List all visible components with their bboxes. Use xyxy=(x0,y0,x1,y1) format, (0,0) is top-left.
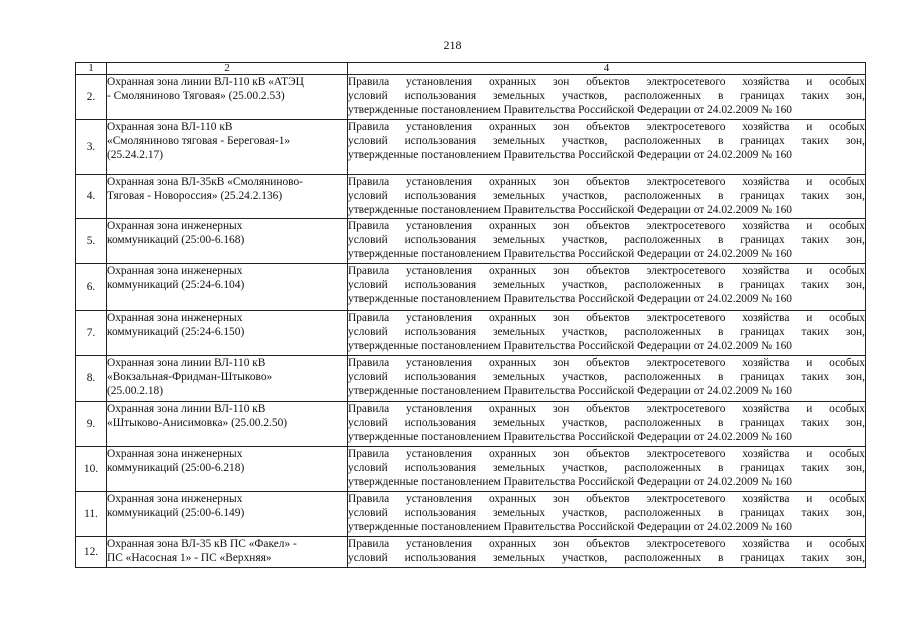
regulation-line: условий использования земельных участков, расположенных в границах таких зон, xyxy=(348,416,865,429)
table-row xyxy=(76,401,866,446)
regulation-line: условий использования земельных участков, расположенных в границах таких зон, xyxy=(348,551,865,564)
table-row xyxy=(76,263,866,310)
zone-name-cell xyxy=(107,355,348,401)
regulation-line: условий использования земельных участков, расположенных в границах таких зон, xyxy=(348,90,865,103)
table-row xyxy=(76,175,866,219)
regulation-line: Правила установления охранных зон объектов электросетевого хозяйства и особых xyxy=(348,121,865,133)
zone-name-line: «Вокзальная-Фридман-Штыково» xyxy=(107,370,273,383)
regulation-line: условий использования земельных участков, расположенных в границах таких зон, xyxy=(348,506,865,519)
zone-name-line: (25.00.2.18) xyxy=(107,385,163,398)
regulation-cell xyxy=(348,175,866,219)
regulation-line: утвержденные постановлением Правительства Российской Федерации от 24.02.2009 № 160 xyxy=(348,149,793,162)
row-number: 2. xyxy=(76,75,107,120)
regulation-line: утвержденные постановлением Правительства Российской Федерации от 24.02.2009 № 160 xyxy=(348,385,793,398)
zone-name-line: Охранная зона ВЛ-35 кВ ПС «Факел» - xyxy=(107,537,297,550)
zone-name-line: ПС «Насосная 1» - ПС «Верхняя» xyxy=(107,551,272,564)
regulation-line: Правила установления охранных зон объектов электросетевого хозяйства и особых xyxy=(348,176,865,188)
regulation-cell xyxy=(348,536,866,567)
zone-name-line: «Смоляниново тяговая - Береговая-1» xyxy=(107,135,291,148)
zone-name-cell xyxy=(107,446,348,491)
zone-name-line: Охранная зона инженерных xyxy=(107,311,243,324)
regulation-line: утвержденные постановлением Правительства Российской Федерации от 24.02.2009 № 160 xyxy=(348,521,793,534)
zone-name-line: Охранная зона линии ВЛ-110 кВ «АТЭЦ xyxy=(107,76,304,88)
table-row xyxy=(76,536,866,567)
zone-name-cell xyxy=(107,491,348,536)
regulation-line: Правила установления охранных зон объектов электросетевого хозяйства и особых xyxy=(348,537,865,550)
row-number: 3. xyxy=(76,120,107,175)
regulation-line: утвержденные постановлением Правительства Российской Федерации от 24.02.2009 № 160 xyxy=(348,476,793,489)
header-cell-4: 4 xyxy=(348,63,866,75)
zone-name-line: - Смоляниново Тяговая» (25.00.2.53) xyxy=(107,90,285,103)
table-row xyxy=(76,355,866,401)
row-number: 11. xyxy=(76,491,107,536)
zone-name-cell xyxy=(107,401,348,446)
zone-name-line: Охранная зона инженерных xyxy=(107,492,243,505)
regulation-cell xyxy=(348,120,866,175)
table-header-row xyxy=(76,63,866,75)
regulation-cell xyxy=(348,263,866,310)
zone-name-line: коммуникаций (25:00-6.168) xyxy=(107,233,245,246)
header-cell-1: 1 xyxy=(76,63,107,75)
zones-table xyxy=(75,62,866,568)
table-row xyxy=(76,310,866,355)
zone-name-line: Охранная зона линии ВЛ-110 кВ xyxy=(107,402,266,415)
zone-name-cell xyxy=(107,536,348,567)
row-number: 9. xyxy=(76,401,107,446)
zone-name-cell xyxy=(107,75,348,120)
regulation-cell xyxy=(348,355,866,401)
row-number: 10. xyxy=(76,446,107,491)
regulation-line: условий использования земельных участков, расположенных в границах таких зон, xyxy=(348,135,865,148)
regulation-line: Правила установления охранных зон объектов электросетевого хозяйства и особых xyxy=(348,356,865,369)
row-number: 6. xyxy=(76,263,107,310)
table-row xyxy=(76,120,866,175)
zone-name-line: Охранная зона инженерных xyxy=(107,264,243,277)
row-number: 5. xyxy=(76,218,107,263)
table-row xyxy=(76,491,866,536)
regulation-line: условий использования земельных участков, расположенных в границах таких зон, xyxy=(348,233,865,246)
row-number: 8. xyxy=(76,355,107,401)
zone-name-line: коммуникаций (25:24-6.150) xyxy=(107,325,245,338)
zone-name-line: «Штыково-Анисимовка» (25.00.2.50) xyxy=(107,416,288,429)
row-number: 4. xyxy=(76,175,107,219)
page-number: 218 xyxy=(443,38,462,52)
table-row xyxy=(76,446,866,491)
regulation-cell xyxy=(348,446,866,491)
header-cell-2: 2 xyxy=(107,63,348,75)
table-row xyxy=(76,75,866,120)
zone-name-cell xyxy=(107,310,348,355)
regulation-line: утвержденные постановлением Правительства Российской Федерации от 24.02.2009 № 160 xyxy=(348,431,793,444)
regulation-line: утвержденные постановлением Правительства Российской Федерации от 24.02.2009 № 160 xyxy=(348,248,793,261)
zone-name-line: коммуникаций (25:00-6.149) xyxy=(107,506,245,519)
regulation-line: утвержденные постановлением Правительства Российской Федерации от 24.02.2009 № 160 xyxy=(348,204,793,217)
regulation-cell xyxy=(348,310,866,355)
zone-name-line: Охранная зона линии ВЛ-110 кВ xyxy=(107,356,266,369)
zone-name-cell xyxy=(107,263,348,310)
zone-name-line: (25.24.2.17) xyxy=(107,149,163,162)
regulation-cell xyxy=(348,401,866,446)
regulation-line: утвержденные постановлением Правительства Российской Федерации от 24.02.2009 № 160 xyxy=(348,293,793,306)
row-number: 7. xyxy=(76,310,107,355)
zone-name-line: Тяговая - Новороссия» (25.24.2.136) xyxy=(107,190,283,203)
zone-name-line: коммуникаций (25:00-6.218) xyxy=(107,461,245,474)
zone-name-line: Охранная зона инженерных xyxy=(107,447,243,460)
regulation-line: условий использования земельных участков, расположенных в границах таких зон, xyxy=(348,325,865,338)
regulation-cell xyxy=(348,75,866,120)
zone-name-cell xyxy=(107,120,348,175)
table-row xyxy=(76,218,866,263)
regulation-line: Правила установления охранных зон объектов электросетевого хозяйства и особых xyxy=(348,492,865,505)
regulation-line: условий использования земельных участков, расположенных в границах таких зон, xyxy=(348,190,865,203)
zone-name-line: коммуникаций (25:24-6.104) xyxy=(107,278,245,291)
regulation-cell xyxy=(348,218,866,263)
zone-name-cell xyxy=(107,175,348,219)
regulation-line: условий использования земельных участков, расположенных в границах таких зон, xyxy=(348,461,865,474)
regulation-line: Правила установления охранных зон объектов электросетевого хозяйства и особых xyxy=(348,402,865,415)
regulation-cell xyxy=(348,491,866,536)
regulation-line: условий использования земельных участков, расположенных в границах таких зон, xyxy=(348,278,865,291)
zone-name-line: Охранная зона ВЛ-35кВ «Смоляниново- xyxy=(107,176,303,188)
zone-name-cell xyxy=(107,218,348,263)
regulation-line: Правила установления охранных зон объектов электросетевого хозяйства и особых xyxy=(348,219,865,232)
zone-name-line: Охранная зона инженерных xyxy=(107,219,243,232)
regulation-line: Правила установления охранных зон объектов электросетевого хозяйства и особых xyxy=(348,76,865,88)
regulation-line: Правила установления охранных зон объектов электросетевого хозяйства и особых xyxy=(348,447,865,460)
zone-name-line: Охранная зона ВЛ-110 кВ xyxy=(107,121,233,133)
regulation-line: условий использования земельных участков, расположенных в границах таких зон, xyxy=(348,370,865,383)
regulation-line: Правила установления охранных зон объектов электросетевого хозяйства и особых xyxy=(348,264,865,277)
regulation-line: утвержденные постановлением Правительства Российской Федерации от 24.02.2009 № 160 xyxy=(348,340,793,353)
regulation-line: утвержденные постановлением Правительства Российской Федерации от 24.02.2009 № 160 xyxy=(348,104,793,117)
regulation-line: Правила установления охранных зон объектов электросетевого хозяйства и особых xyxy=(348,311,865,324)
row-number: 12. xyxy=(76,536,107,567)
